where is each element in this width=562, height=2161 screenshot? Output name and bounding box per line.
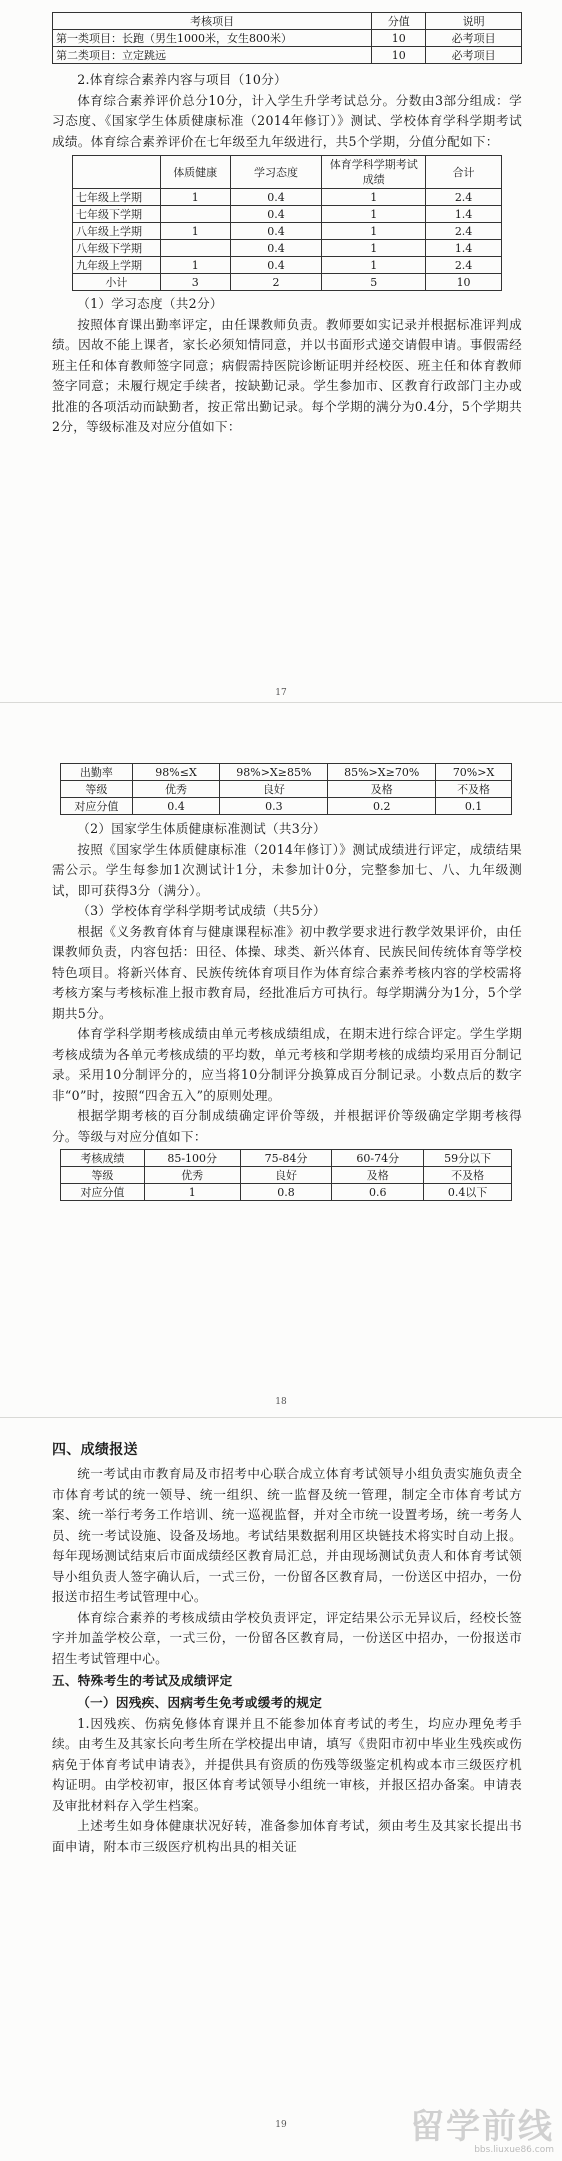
table-header-cell: 考核项目 bbox=[53, 13, 372, 30]
watermark-url: bbs.liuxue86.com bbox=[474, 2145, 554, 2155]
table-cell bbox=[160, 240, 230, 257]
table-cell: 及格 bbox=[328, 781, 436, 798]
section-heading: （2）国家学生体质健康标准测试（共3分） bbox=[77, 821, 326, 836]
page-18-content bbox=[52, 763, 522, 1201]
table-row bbox=[61, 1167, 512, 1184]
table-cell: 优秀 bbox=[132, 781, 220, 798]
table-cell: 2 bbox=[230, 274, 322, 291]
table-header-cell: 体质健康 bbox=[160, 156, 230, 189]
section-heading: 2.体育综合素养内容与项目（10分） bbox=[77, 72, 287, 87]
table-row bbox=[61, 1150, 512, 1167]
table-cell: 10 bbox=[426, 274, 502, 291]
table-cell: 1 bbox=[322, 189, 426, 206]
table-cell: 1 bbox=[322, 257, 426, 274]
paragraph: 统一考试由市教育局及市招考中心联合成立体育考试领导小组负责实施负责全市体育考试的统一领导、统一组织、统一监督及统一管理，制定全市体育考试方案、统一举行考务工作培训、统一巡视监督，并对全市统一设置考场，统一考务人员、统一考试设施、设备及场地。考试结果数据利用区块链技术将实时自动上报。每年现场测试结束后市面成绩经区教育局汇总，并由现场测试负责人和体育考试领导小组负责人签字确认后，一式三份，一份留各区教育局，一份送区中招办，一份报送市招生考试管理中心。 bbox=[52, 1466, 522, 1604]
table-cell: 2.4 bbox=[426, 189, 502, 206]
table-cell: 0.8 bbox=[240, 1184, 332, 1201]
table-cell: 0.4 bbox=[132, 798, 220, 815]
table-row bbox=[53, 30, 522, 47]
table-cell: 3 bbox=[160, 274, 230, 291]
paragraph: 按照体育课出勤率评定，由任课教师负责。教师要如实记录并根据标准评判成绩。因故不能上课者，家长必须知情同意，并以书面形式递交请假申请。事假需经班主任和体育教师签字同意；病假需持医院诊断证明并经校医、班主任和体育教师签字同意；未履行规定手续者，按缺勤记录。学生参加市、区教育行政部门主办或批准的各项活动而缺勤者，按正常出勤记录。每个学期的满分为0.4分，5个学期共2分，等级标准及对应分值如下： bbox=[52, 316, 522, 434]
sub-heading: （一）因残疾、因病考生免考或缓考的规定 bbox=[77, 1695, 323, 1710]
table-cell: 0.1 bbox=[436, 798, 512, 815]
table-cell: 第二类项目：立定跳远 bbox=[53, 47, 372, 64]
table-cell: 七年级上学期 bbox=[73, 189, 161, 206]
table-cell: 对应分值 bbox=[61, 1184, 145, 1201]
table-header-row bbox=[53, 13, 522, 30]
table-cell: 必考项目 bbox=[426, 47, 522, 64]
table-cell: 0.4 bbox=[230, 189, 322, 206]
table-cell: 85%>X≥70% bbox=[328, 764, 436, 781]
table-row bbox=[73, 274, 502, 291]
table-cell: 不及格 bbox=[424, 1167, 512, 1184]
table-cell: 0.4以下 bbox=[424, 1184, 512, 1201]
table-row bbox=[73, 240, 502, 257]
table-cell: 出勤率 bbox=[61, 764, 133, 781]
table-cell: 小计 bbox=[73, 274, 161, 291]
paragraph: 根据学期考核的百分制成绩确定评价等级，并根据评价等级确定学期考核得分。等级与对应分值如下： bbox=[52, 1108, 522, 1144]
table-cell: 良好 bbox=[240, 1167, 332, 1184]
table-header-row bbox=[73, 156, 502, 189]
table-header-cell: 分值 bbox=[372, 13, 426, 30]
paragraph: 根据《义务教育体育与健康课程标准》初中教学要求进行教学效果评价，由任课教师负责，内容包括：田径、体操、球类、新兴体育、民族民间传统体育等学校特色项目。将新兴体育、民族传统体育项目作为体育综合素养考核内容的学校需将考核方案与考核标准上报市教育局，经批准后方可执行。每学期满分为1分，5个学期共5分。 bbox=[52, 923, 522, 1021]
table-cell: 1 bbox=[322, 206, 426, 223]
document-page-19 bbox=[0, 1418, 562, 2161]
table-cell: 不及格 bbox=[436, 781, 512, 798]
table-row bbox=[73, 206, 502, 223]
section-heading: （3）学校体育学科学期考试成绩（共5分） bbox=[77, 903, 326, 918]
paragraph: 按照《国家学生体质健康标准（2014年修订）》测试成绩进行评定，成绩结果需公示。学生每参加1次测试计1分，未参加计0分，完整参加七、八、九年级测试，即可获得3分（满分）。 bbox=[52, 841, 522, 898]
watermark-logo-text: 留学前线 bbox=[410, 2107, 554, 2147]
table-row bbox=[73, 257, 502, 274]
table-cell: 1.4 bbox=[426, 240, 502, 257]
table-header-cell: 合计 bbox=[426, 156, 502, 189]
table-cell: 1 bbox=[160, 223, 230, 240]
table-cell: 0.6 bbox=[332, 1184, 424, 1201]
table-cell: 0.4 bbox=[230, 257, 322, 274]
table-cell: 0.4 bbox=[230, 240, 322, 257]
paragraph: 体育综合素养评价总分10分，计入学生升学考试总分。分数由3部分组成：学习态度、《国家学生体质健康标准（2014年修订）》测试、学校体育学科学期考试成绩。体育综合素养评价在七年级至九年级进行，共5个学期，分值分配如下： bbox=[52, 92, 522, 149]
page-17-content bbox=[52, 12, 522, 438]
section-heading: 四、成绩报送 bbox=[52, 1442, 138, 1458]
table-cell: 59分以下 bbox=[424, 1150, 512, 1167]
table-cell: 75-84分 bbox=[240, 1150, 332, 1167]
table-cell: 八年级下学期 bbox=[73, 240, 161, 257]
attendance-grade-table bbox=[60, 763, 512, 815]
table-cell: 70%>X bbox=[436, 764, 512, 781]
table-row bbox=[73, 189, 502, 206]
table-row bbox=[73, 223, 502, 240]
table-cell: 必考项目 bbox=[426, 30, 522, 47]
section-heading: 五、特殊考生的考试及成绩评定 bbox=[52, 1673, 233, 1688]
document-page-18 bbox=[0, 703, 562, 1418]
table-cell bbox=[160, 206, 230, 223]
exam-grade-table bbox=[60, 1149, 512, 1201]
table-cell: 98%≤X bbox=[132, 764, 220, 781]
table-cell: 1 bbox=[144, 1184, 240, 1201]
table-cell: 等级 bbox=[61, 1167, 145, 1184]
table-cell: 60-74分 bbox=[332, 1150, 424, 1167]
table-row bbox=[61, 1184, 512, 1201]
table-header-cell: 说明 bbox=[426, 13, 522, 30]
table-cell: 10 bbox=[372, 30, 426, 47]
page-number: 18 bbox=[275, 1397, 287, 1407]
paragraph: 1.因残疾、伤病免修体育课并且不能参加体育考试的考生，均应办理免考手续。由考生及其家长向考生所在学校提出申请，填写《贵阳市初中毕业生残疾或伤病免于体育考试申请表》，并提供具有资质的伤残等级鉴定机构或本市三级医疗机构证明。由学校初审，报区体育考试领导小组统一审核，并报区招办备案。申请表及审批材料存入学生档案。 bbox=[52, 1715, 522, 1813]
table-cell: 1 bbox=[322, 240, 426, 257]
table-cell: 及格 bbox=[332, 1167, 424, 1184]
paragraph: 上述考生如身体健康状况好转，准备参加体育考试，须由考生及其家长提出书面申请，附本市三级医疗机构出具的相关证 bbox=[52, 1818, 522, 1854]
table-row bbox=[61, 781, 512, 798]
table-header-cell bbox=[73, 156, 161, 189]
table-header-cell: 学习态度 bbox=[230, 156, 322, 189]
table-cell: 第一类项目：长跑（男生1000米，女生800米） bbox=[53, 30, 372, 47]
table-cell: 0.3 bbox=[220, 798, 328, 815]
page-number: 17 bbox=[275, 688, 287, 698]
table-cell: 0.4 bbox=[230, 206, 322, 223]
table-cell: 八年级上学期 bbox=[73, 223, 161, 240]
page-19-content bbox=[52, 1436, 522, 1857]
site-watermark bbox=[410, 2109, 554, 2155]
table-cell: 1.4 bbox=[426, 206, 502, 223]
table-cell: 1 bbox=[160, 257, 230, 274]
exam-items-table bbox=[52, 12, 522, 64]
document-page-17 bbox=[0, 0, 562, 703]
table-cell: 七年级下学期 bbox=[73, 206, 161, 223]
table-cell: 2.4 bbox=[426, 257, 502, 274]
table-cell: 良好 bbox=[220, 781, 328, 798]
table-cell: 等级 bbox=[61, 781, 133, 798]
table-cell: 考核成绩 bbox=[61, 1150, 145, 1167]
table-cell: 5 bbox=[322, 274, 426, 291]
paragraph: 体育综合素养的考核成绩由学校负责评定，评定结果公示无异议后，经校长签字并加盖学校公章，一式三份，一份留各区教育局，一份送区中招办，一份报送市招生考试管理中心。 bbox=[52, 1609, 522, 1666]
table-row bbox=[61, 798, 512, 815]
section-heading: （1）学习态度（共2分） bbox=[77, 296, 223, 311]
table-row bbox=[53, 47, 522, 64]
page-number: 19 bbox=[275, 2120, 287, 2130]
table-row bbox=[61, 764, 512, 781]
table-cell: 0.2 bbox=[328, 798, 436, 815]
table-cell: 1 bbox=[322, 223, 426, 240]
score-allocation-table bbox=[72, 155, 502, 291]
table-cell: 2.4 bbox=[426, 223, 502, 240]
table-cell: 85-100分 bbox=[144, 1150, 240, 1167]
table-cell: 优秀 bbox=[144, 1167, 240, 1184]
table-cell: 98%>X≥85% bbox=[220, 764, 328, 781]
table-header-cell: 体育学科学期考试成绩 bbox=[322, 156, 426, 189]
table-cell: 对应分值 bbox=[61, 798, 133, 815]
paragraph: 体育学科学期考核成绩由单元考核成绩组成，在期末进行综合评定。学生学期考核成绩为各单元考核成绩的平均数，单元考核和学期考核的成绩均采用百分制记录。采用10分制评分的，应当将10分制评分换算成百分制记录。小数点后的数字非“0”时，按照“四舍五入”的原则处理。 bbox=[52, 1026, 522, 1103]
table-cell: 九年级上学期 bbox=[73, 257, 161, 274]
table-cell: 1 bbox=[160, 189, 230, 206]
table-cell: 10 bbox=[372, 47, 426, 64]
table-cell: 0.4 bbox=[230, 223, 322, 240]
